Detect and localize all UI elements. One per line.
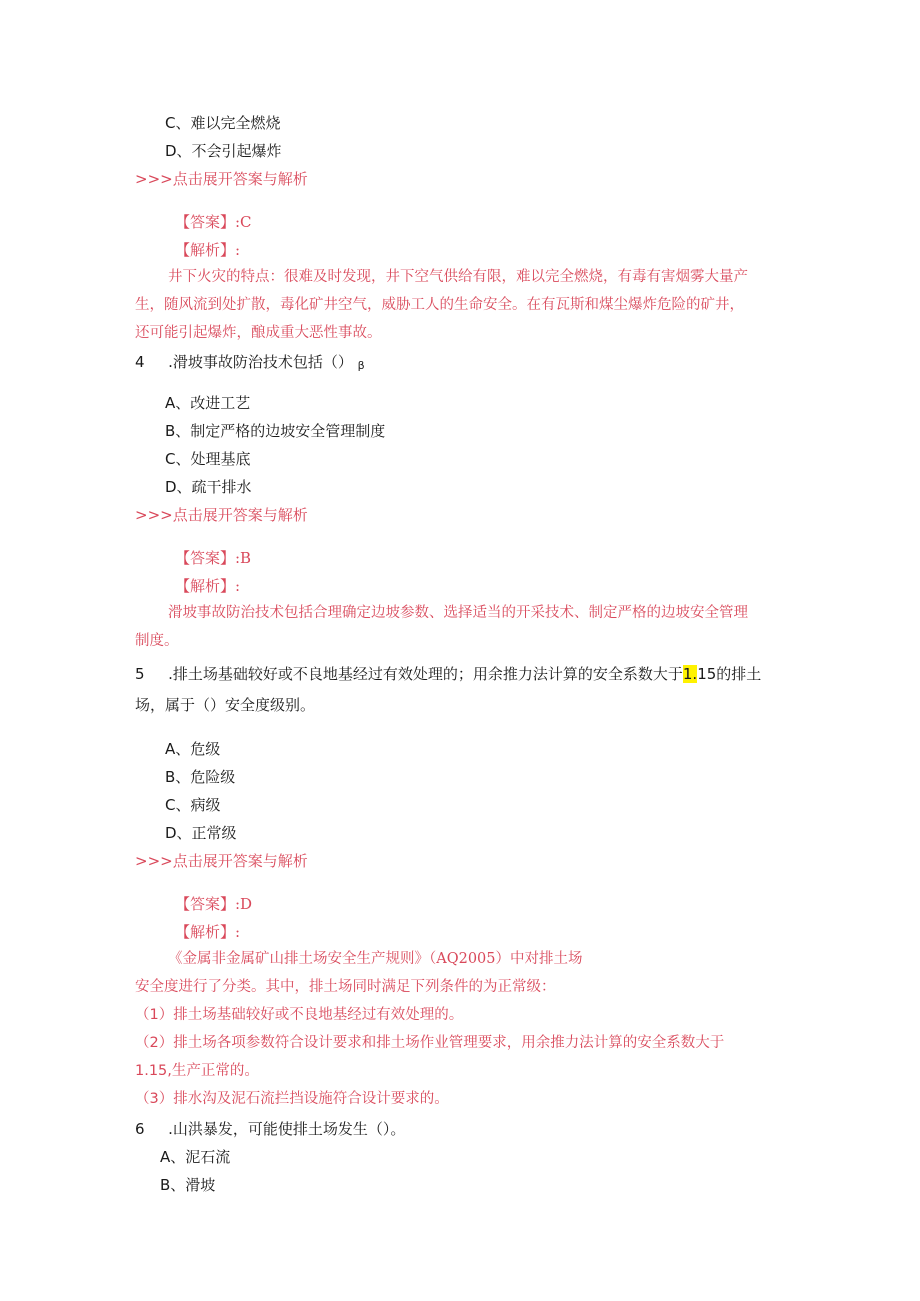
q5-analysis-line2: 安全度进行了分类。其中，排土场同时满足下列条件的为正常级： <box>135 979 556 995</box>
q5-analysis-line5: 1.15,生产正常的。 <box>135 1063 259 1079</box>
q4-answer: 【答案】:B <box>175 549 252 567</box>
q5-option-d: D、正常级 <box>165 824 237 842</box>
q6-number: 6 <box>135 1120 145 1138</box>
q5-analysis-label: 【解析】: <box>175 923 241 941</box>
q3-analysis-line1: 井下火灾的特点：很难及时发现，井下空气供给有限，难以完全燃烧，有毒有害烟雾大量产 <box>168 269 748 285</box>
q6-stem: .山洪暴发，可能使排土场发生（）。 <box>168 1120 406 1138</box>
q3-option-c: C、难以完全燃烧 <box>165 114 281 132</box>
q5-stem-line2: 场，属于（）安全度级别。 <box>135 696 316 714</box>
q4-option-c: C、处理基底 <box>165 450 251 468</box>
q4-option-d: D、疏干排水 <box>165 478 252 496</box>
q5-option-a: A、危级 <box>165 740 221 758</box>
q4-expand-link[interactable]: >>>点击展开答案与解析 <box>135 506 308 524</box>
q3-answer: 【答案】:C <box>175 213 252 231</box>
q4-analysis-line1: 滑坡事故防治技术包括合理确定边坡参数、选择适当的开采技术、制定严格的边坡安全管理 <box>168 605 748 621</box>
q3-analysis-line3: 还可能引起爆炸，酿成重大恶性事故。 <box>135 325 382 341</box>
q5-answer: 【答案】:D <box>175 895 253 913</box>
q5-option-b: B、危险级 <box>165 768 236 786</box>
q3-analysis-line2: 生，随风流到处扩散，毒化矿井空气，威胁工人的生命安全。在有瓦斯和煤尘爆炸危险的矿井， <box>135 297 744 313</box>
q6-stem-row <box>135 1119 405 1139</box>
q6-option-b: B、滑坡 <box>160 1176 216 1194</box>
q5-analysis-line4: （2）排土场各项参数符合设计要求和排土场作业管理要求，用余推力法计算的安全系数大于 <box>135 1035 725 1051</box>
q4-option-a: A、改进工艺 <box>165 394 251 412</box>
q5-number: 5 <box>135 665 145 683</box>
q4-option-b: B、制定严格的边坡安全管理制度 <box>165 422 386 440</box>
q4-analysis-line2: 制度。 <box>135 633 179 649</box>
q5-analysis-line6: （3）排水沟及泥石流拦挡设施符合设计要求的。 <box>135 1091 449 1107</box>
q5-stem-highlight: 1. <box>682 665 698 683</box>
q5-option-c: C、病级 <box>165 796 221 814</box>
q3-option-d: D、不会引起爆炸 <box>165 142 282 160</box>
q5-stem-row <box>135 664 761 684</box>
q4-stem: .滑坡事故防治技术包括（） <box>168 353 353 371</box>
q6-option-a: A、泥石流 <box>160 1148 231 1166</box>
q4-number: 4 <box>135 353 145 371</box>
q3-expand-link[interactable]: >>>点击展开答案与解析 <box>135 170 308 188</box>
q4-analysis-label: 【解析】: <box>175 577 241 595</box>
q4-stem-row <box>135 352 365 376</box>
q3-analysis-label: 【解析】: <box>175 241 241 259</box>
q4-stem-mark: β <box>357 359 365 372</box>
q5-stem-part1: .排土场基础较好或不良地基经过有效处理的；用余推力法计算的安全系数大于 <box>168 665 683 683</box>
q5-expand-link[interactable]: >>>点击展开答案与解析 <box>135 852 308 870</box>
q5-analysis-line1: 《金属非金属矿山排土场安全生产规则》（AQ2005）中对排土场 <box>168 951 583 967</box>
q5-stem-part2: 15的排土 <box>697 665 762 683</box>
q5-analysis-line3: （1）排土场基础较好或不良地基经过有效处理的。 <box>135 1007 464 1023</box>
